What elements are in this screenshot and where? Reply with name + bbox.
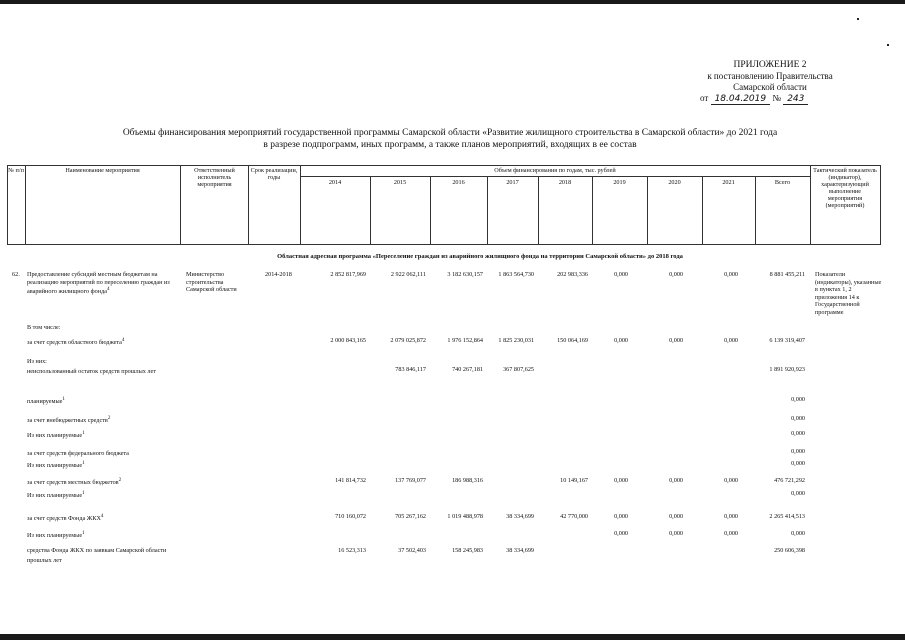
amount-cell: 158 245,983: [452, 547, 483, 554]
header-total: Всего: [774, 179, 791, 186]
title-line: в разрезе подпрограмм, иных программ, а также планов мероприятий, входящих в ее состав: [263, 140, 637, 150]
row-label-text: планируемые: [27, 398, 63, 406]
handwritten-number: 243: [783, 94, 808, 105]
scan-bottom-border: [0, 634, 905, 640]
amount-cell: 476 721,292: [774, 477, 805, 484]
header-year: 2019: [613, 179, 626, 186]
amount-cell: 0,000: [791, 460, 805, 467]
amount-cell: 0,000: [724, 271, 738, 278]
col-border: [755, 176, 756, 245]
amount-cell: 2 852 817,969: [330, 271, 366, 278]
amount-cell: 3 182 630,157: [447, 271, 483, 278]
col-border: [538, 176, 539, 245]
amount-cell: 0,000: [669, 271, 683, 278]
row-label-text: средства Фонда ЖКХ по заявкам Самарской области прошлых лет: [27, 547, 167, 564]
period: 2014-2018: [265, 271, 292, 278]
amount-cell: 0,000: [724, 477, 738, 484]
header-indicator: Тактический показатель (индикатор), характеризующий выполнение мероприятия (мероприятий): [813, 167, 877, 209]
amount-cell: 42 770,000: [560, 513, 588, 520]
amount-cell: 141 814,732: [335, 477, 366, 484]
amount-cell: 0,000: [791, 430, 805, 437]
row-label: [27, 337, 125, 347]
row-label: [27, 415, 110, 425]
date-prefix: от: [700, 93, 709, 103]
footnote-mark: 1: [82, 430, 85, 436]
amount-cell: 0,000: [791, 396, 805, 403]
amount-cell: 705 267,162: [395, 513, 426, 520]
header-year: 2020: [668, 179, 681, 186]
amount-cell: 6 139 319,407: [769, 337, 805, 344]
amount-cell: 0,000: [669, 513, 683, 520]
amount-cell: 367 807,625: [503, 366, 534, 373]
footnote-mark: 2: [118, 477, 122, 483]
row-label-text: за счет средств Фонда ЖКХ: [27, 515, 101, 523]
col-border: [430, 176, 431, 245]
amount-cell: 740 267,181: [452, 366, 483, 373]
amount-cell: 1 863 564,730: [498, 271, 534, 278]
amount-cell: 1 976 152,864: [447, 337, 483, 344]
row-label: [27, 356, 47, 366]
row-label: [27, 430, 85, 440]
activity-name-text: Предоставление субсидий местным бюджетам на реализацию мероприятий по переселению граждан из аварийного жилищного фонда: [27, 271, 170, 296]
appendix-date-row: [680, 93, 860, 105]
number-prefix: №: [772, 93, 781, 103]
row-label: [27, 477, 121, 487]
amount-cell: 0,000: [724, 337, 738, 344]
row-label-text: Из них планируемые: [27, 492, 83, 500]
row-label-text: за счет средств федерального бюджета: [27, 450, 129, 458]
amount-cell: 16 523,313: [338, 547, 366, 554]
col-border: [487, 176, 488, 245]
header-year: 2018: [558, 179, 572, 186]
col-border: [7, 165, 8, 245]
header-period: Срок реализации, годы: [250, 167, 298, 181]
row-label-text: Из них планируемые: [27, 462, 83, 470]
footnote-mark: 1: [82, 460, 85, 466]
amount-cell: 2 079 025,872: [390, 337, 426, 344]
col-border: [647, 176, 648, 245]
row-label: [27, 547, 182, 564]
header-num: № п/п: [8, 167, 24, 174]
header-year: 2015: [393, 179, 407, 186]
appendix-block: [680, 60, 860, 105]
col-border: [300, 165, 301, 245]
amount-cell: 0,000: [669, 477, 683, 484]
col-border: [248, 165, 249, 245]
executor: Министерство строительства Самарской области: [186, 271, 237, 293]
amount-cell: 0,000: [614, 271, 628, 278]
col-border: [592, 176, 593, 245]
amount-cell: 1 891 920,923: [769, 366, 805, 373]
footnote-mark: 1: [62, 396, 65, 402]
row-label: [27, 530, 85, 540]
row-label: [27, 513, 104, 523]
row-label-text: В том числе:: [27, 324, 61, 332]
amount-cell: 0,000: [724, 513, 738, 520]
amount-cell: 0,000: [791, 448, 805, 455]
amount-cell: 2 922 062,111: [390, 271, 426, 278]
amount-cell: 202 983,336: [557, 271, 588, 278]
amount-cell: 1 019 488,978: [447, 513, 483, 520]
amount-cell: 8 881 455,211: [769, 271, 805, 278]
appendix-line: к постановлению Правительства: [707, 71, 833, 81]
scan-speck: [887, 44, 889, 46]
years-header-rule: [300, 176, 810, 177]
amount-cell: 2 265 414,513: [769, 513, 805, 520]
document-title: [60, 127, 840, 151]
handwritten-date: 18.04.2019: [711, 94, 771, 105]
scan-speck: [857, 18, 859, 20]
amount-cell: 250 606,398: [774, 547, 805, 554]
amount-cell: 2 000 843,165: [330, 337, 366, 344]
col-border: [180, 165, 181, 245]
footnote-mark: 4: [121, 337, 125, 343]
amount-cell: 150 064,169: [557, 337, 588, 344]
row-label: [27, 460, 85, 470]
amount-cell: 38 334,699: [506, 513, 534, 520]
amount-cell: 137 769,077: [395, 477, 426, 484]
row-label-text: Из них:: [27, 358, 47, 366]
header-volume: Объем финансирования по годам, тыс. рублей: [494, 167, 616, 174]
table-header-bottom-rule: [7, 244, 880, 245]
title-line: Объемы финансирования мероприятий государственной программы Самарской области «Развитие жилищного строительства в Самарской области» до 2021 года: [122, 128, 778, 138]
amount-cell: 0,000: [791, 530, 805, 537]
row-label-text: за счет средств местных бюджетов: [27, 479, 119, 487]
header-year: 2021: [722, 179, 735, 186]
program-title: Областная адресная программа «Переселение граждан из аварийного жилищного фонда на территории Самарской области» до 2018 года: [277, 253, 683, 260]
amount-cell: 0,000: [614, 477, 628, 484]
row-label-text: Из них планируемые: [27, 432, 83, 440]
amount-cell: 0,000: [614, 513, 628, 520]
col-border: [702, 176, 703, 245]
activity-name: [27, 271, 177, 296]
col-border: [370, 176, 371, 245]
row-label: [27, 366, 182, 376]
footnote-mark: 2: [107, 415, 111, 421]
amount-cell: 0,000: [724, 530, 738, 537]
row-label-text: за счет внебюджетных средств: [27, 417, 108, 425]
amount-cell: 783 846,117: [395, 366, 426, 373]
row-number: 62.: [12, 271, 20, 278]
appendix-title: ПРИЛОЖЕНИЕ 2: [733, 60, 807, 70]
header-executor: Ответственный исполнитель мероприятия: [194, 167, 235, 188]
amount-cell: 37 502,403: [398, 547, 426, 554]
col-border: [25, 165, 26, 245]
footnote-mark: 1: [82, 530, 85, 536]
footnote-mark: 4: [106, 286, 110, 292]
amount-cell: 710 160,072: [335, 513, 366, 520]
amount-cell: 10 149,167: [560, 477, 588, 484]
amount-cell: 0,000: [614, 530, 628, 537]
table-top-rule: [7, 165, 880, 166]
header-year: 2017: [506, 179, 519, 186]
header-year: 2014: [328, 179, 342, 186]
footnote-mark: 1: [82, 490, 85, 496]
row-label: [27, 322, 60, 332]
amount-cell: 0,000: [669, 530, 683, 537]
col-border: [810, 165, 811, 245]
amount-cell: 0,000: [791, 490, 805, 497]
amount-cell: 186 988,316: [452, 477, 483, 484]
amount-cell: 1 825 230,031: [498, 337, 534, 344]
amount-cell: 0,000: [791, 415, 805, 422]
amount-cell: 0,000: [614, 337, 628, 344]
appendix-line: Самарской области: [733, 82, 807, 92]
row-label-text: неиспользованный остаток средств прошлых лет: [27, 368, 156, 376]
footnote-mark: 4: [100, 513, 104, 519]
row-label: [27, 490, 85, 500]
row-label-text: Из них планируемые: [27, 532, 83, 540]
header-name: Наименование мероприятия: [65, 167, 140, 174]
amount-cell: 38 334,699: [506, 547, 534, 554]
scan-top-border: [0, 0, 905, 4]
row-label: [27, 396, 65, 406]
col-border: [880, 165, 881, 245]
amount-cell: 0,000: [669, 337, 683, 344]
indicator: Показатели (индикаторы), указанные в пунктах 1, 2 приложения 14 к Государственной программе: [815, 271, 882, 316]
row-label-text: за счет средств областного бюджета: [27, 339, 122, 347]
row-label: [27, 448, 129, 458]
header-year: 2016: [452, 179, 465, 186]
